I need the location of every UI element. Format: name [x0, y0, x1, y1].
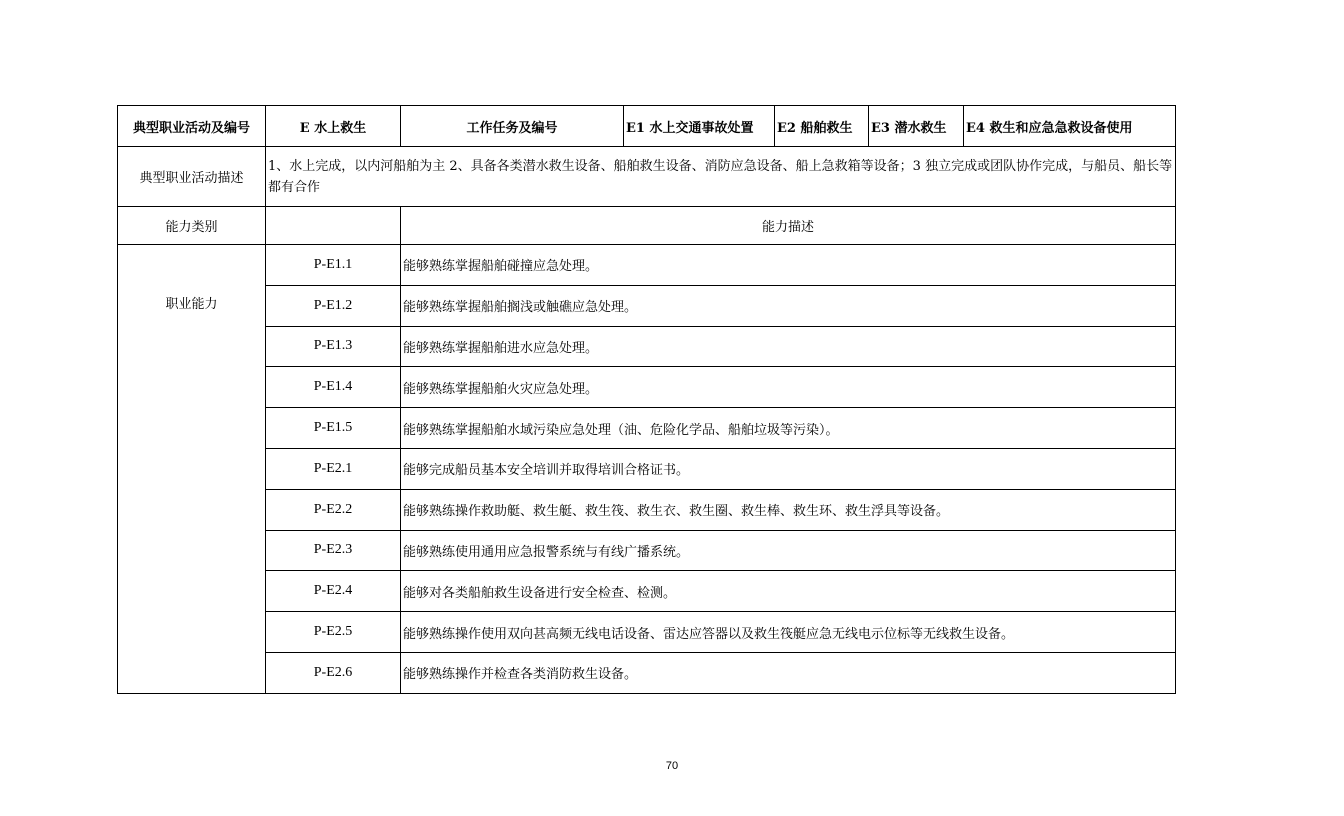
header-task-e1: E1 水上交通事故处置: [624, 106, 775, 147]
ability-header-row: [118, 207, 1176, 245]
table-row: [118, 448, 1176, 489]
header-task-e2: E2 船舶救生: [775, 106, 869, 147]
table-row: [118, 530, 1176, 571]
ability-code: P-E2.2: [266, 489, 401, 530]
table-row: [118, 285, 1176, 326]
table-row: [118, 571, 1176, 612]
description-text: 1、水上完成，以内河船舶为主 2、具备各类潜水救生设备、船舶救生设备、消防应急设备、船上急救箱等设备；3 独立完成或团队协作完成，与船员、船长等都有合作: [266, 147, 1176, 207]
table-row: [118, 612, 1176, 653]
description-row: [118, 147, 1176, 207]
ability-text: 能够熟练操作使用双向甚高频无线电话设备、雷达应答器以及救生筏艇应急无线电示位标等无线救生设备。: [401, 612, 1176, 653]
table-row: [118, 326, 1176, 367]
ability-code: P-E1.2: [266, 285, 401, 326]
ability-text: 能够熟练操作救助艇、救生艇、救生筏、救生衣、救生圈、救生棒、救生环、救生浮具等设备。: [401, 489, 1176, 530]
ability-text: 能够熟练掌握船舶水域污染应急处理（油、危险化学品、船舶垃圾等污染）。: [401, 408, 1176, 449]
ability-table: [117, 105, 1176, 694]
ability-code: P-E2.6: [266, 652, 401, 693]
ability-code: P-E1.5: [266, 408, 401, 449]
table-row: [118, 652, 1176, 693]
ability-text: 能够对各类船舶救生设备进行安全检查、检测。: [401, 571, 1176, 612]
ability-text: 能够熟练掌握船舶搁浅或触礁应急处理。: [401, 285, 1176, 326]
ability-text: 能够熟练掌握船舶火灾应急处理。: [401, 367, 1176, 408]
table-row: [118, 489, 1176, 530]
ability-code: P-E2.4: [266, 571, 401, 612]
ability-text: 能够完成船员基本安全培训并取得培训合格证书。: [401, 448, 1176, 489]
description-label: 典型职业活动描述: [118, 147, 266, 207]
ability-text: 能够熟练使用通用应急报警系统与有线广播系统。: [401, 530, 1176, 571]
ability-code: P-E2.5: [266, 612, 401, 653]
header-task-e4: E4 救生和应急急救设备使用: [964, 106, 1176, 147]
ability-code: P-E2.1: [266, 448, 401, 489]
ability-text: 能够熟练掌握船舶碰撞应急处理。: [401, 245, 1176, 286]
ability-text: 能够熟练操作并检查各类消防救生设备。: [401, 652, 1176, 693]
ability-code: P-E1.1: [266, 245, 401, 286]
header-activity-value: E 水上救生: [266, 106, 401, 147]
header-row: [118, 106, 1176, 147]
table-row: [118, 245, 1176, 286]
header-activity-label: 典型职业活动及编号: [118, 106, 266, 147]
table-row: [118, 367, 1176, 408]
ability-category-header: 能力类别: [118, 207, 266, 245]
table-row: [118, 408, 1176, 449]
ability-code-header: [266, 207, 401, 245]
ability-description-header: 能力描述: [401, 207, 1176, 245]
header-task-e3: E3 潜水救生: [869, 106, 964, 147]
ability-code: P-E2.3: [266, 530, 401, 571]
page-number: 70: [665, 760, 679, 772]
ability-code: P-E1.3: [266, 326, 401, 367]
header-task-label: 工作任务及编号: [401, 106, 624, 147]
ability-text: 能够熟练掌握船舶进水应急处理。: [401, 326, 1176, 367]
ability-category: 职业能力: [118, 245, 266, 694]
ability-code: P-E1.4: [266, 367, 401, 408]
